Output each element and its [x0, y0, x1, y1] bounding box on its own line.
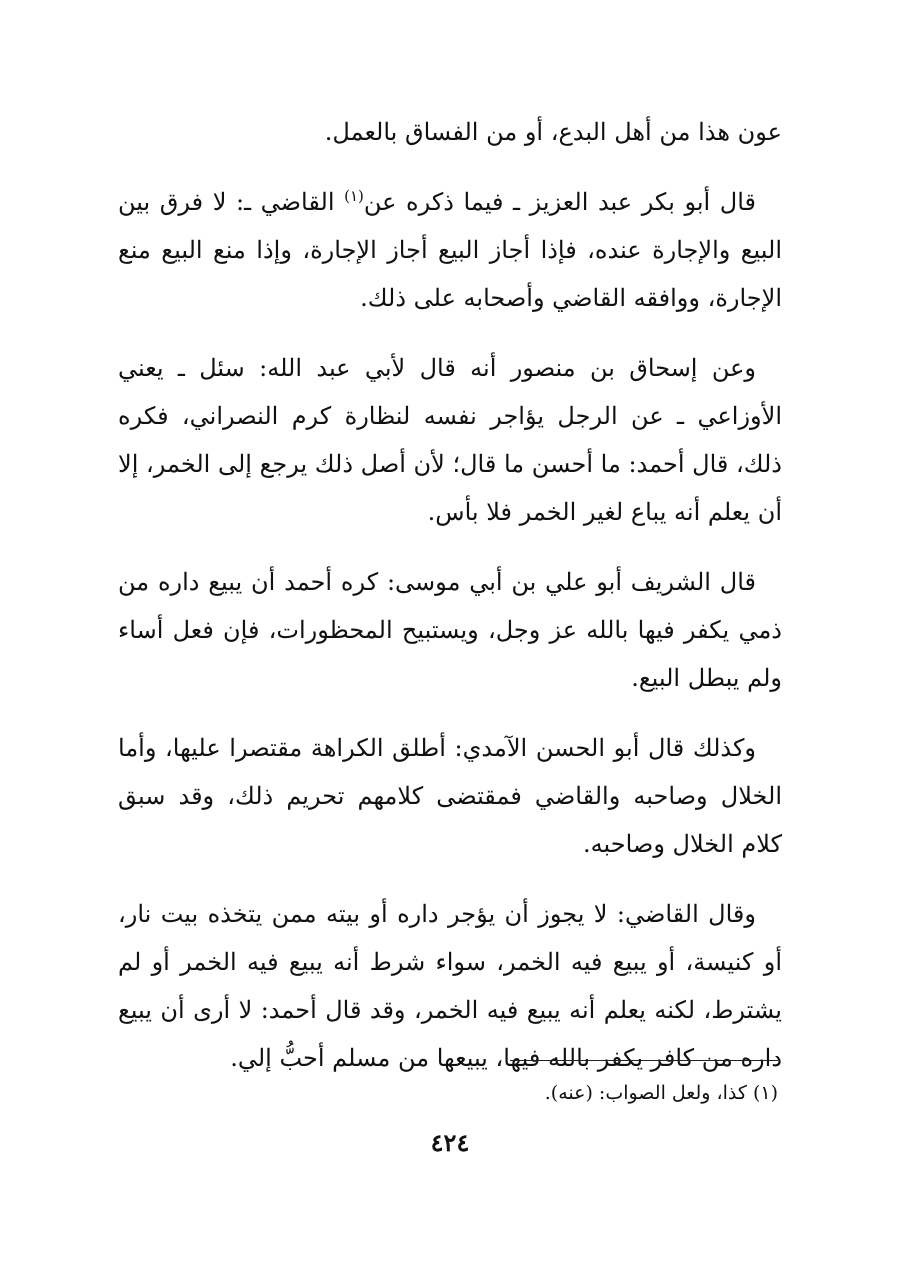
page-number: ٤٢٤: [430, 1128, 470, 1157]
paragraph-2-text-rest: القاضي ـ: لا فرق بين البيع والإجارة عنده، فإذا أجاز البيع أجاز الإجارة، وإذا منع البيع منع الإجارة، ووافقه القاضي وأصحابه على ذلك.: [118, 188, 782, 312]
paragraph-4: قال الشريف أبو علي بن أبي موسى: كره أحمد أن يبيع داره من ذمي يكفر فيها بالله عز وجل، ويستبيح المحظورات، فإن فعل أساء ولم يبطل البيع.: [118, 568, 782, 692]
page-body: [118, 108, 782, 1157]
paragraph-2-text: قال أبو بكر عبد العزيز ـ فيما ذكره عن: [363, 188, 757, 216]
footnote-text: كذا، ولعل الصواب: (عنه).: [544, 1082, 747, 1104]
paragraph-5: وكذلك قال أبو الحسن الآمدي: أطلق الكراهة مقتصرا عليها، وأما الخلال وصاحبه والقاضي فمقتضى كلامهم تحريم ذلك، وقد سبق كلام الخلال وصاحبه.: [118, 734, 782, 858]
paragraph-1: عون هذا من أهل البدع، أو من الفساق بالعمل.: [324, 118, 782, 146]
paragraph-3: وعن إسحاق بن منصور أنه قال لأبي عبد الله: سئل ـ يعني الأوزاعي ـ عن الرجل يؤاجر نفسه لنظارة كرم النصراني، فكره ذلك، قال أحمد: ما أحسن ما قال؛ لأن أصل ذلك يرجع إلى الخمر، إلا أن يعلم أنه يباع لغير الخمر فلا بأس.: [118, 354, 782, 526]
paragraph-2: [118, 178, 782, 322]
paragraph-6: وقال القاضي: لا يجوز أن يؤجر داره أو بيته ممن يتخذه بيت نار، أو كنيسة، أو يبيع فيه الخمر، سواء شرط أنه يبيع فيه الخمر أو لم يشترط، لكنه يعلم أنه يبيع فيه الخمر، وقد قال أحمد: لا أرى أن يبيع داره من كافر يكفر بالله فيها، يبيعها من مسلم أحبُّ إلي.: [118, 900, 782, 1072]
footnote-reference: (١): [344, 187, 364, 205]
footnote-separator: [510, 1060, 778, 1061]
footnote-number: (١): [752, 1082, 778, 1104]
footnote: [545, 1078, 778, 1108]
